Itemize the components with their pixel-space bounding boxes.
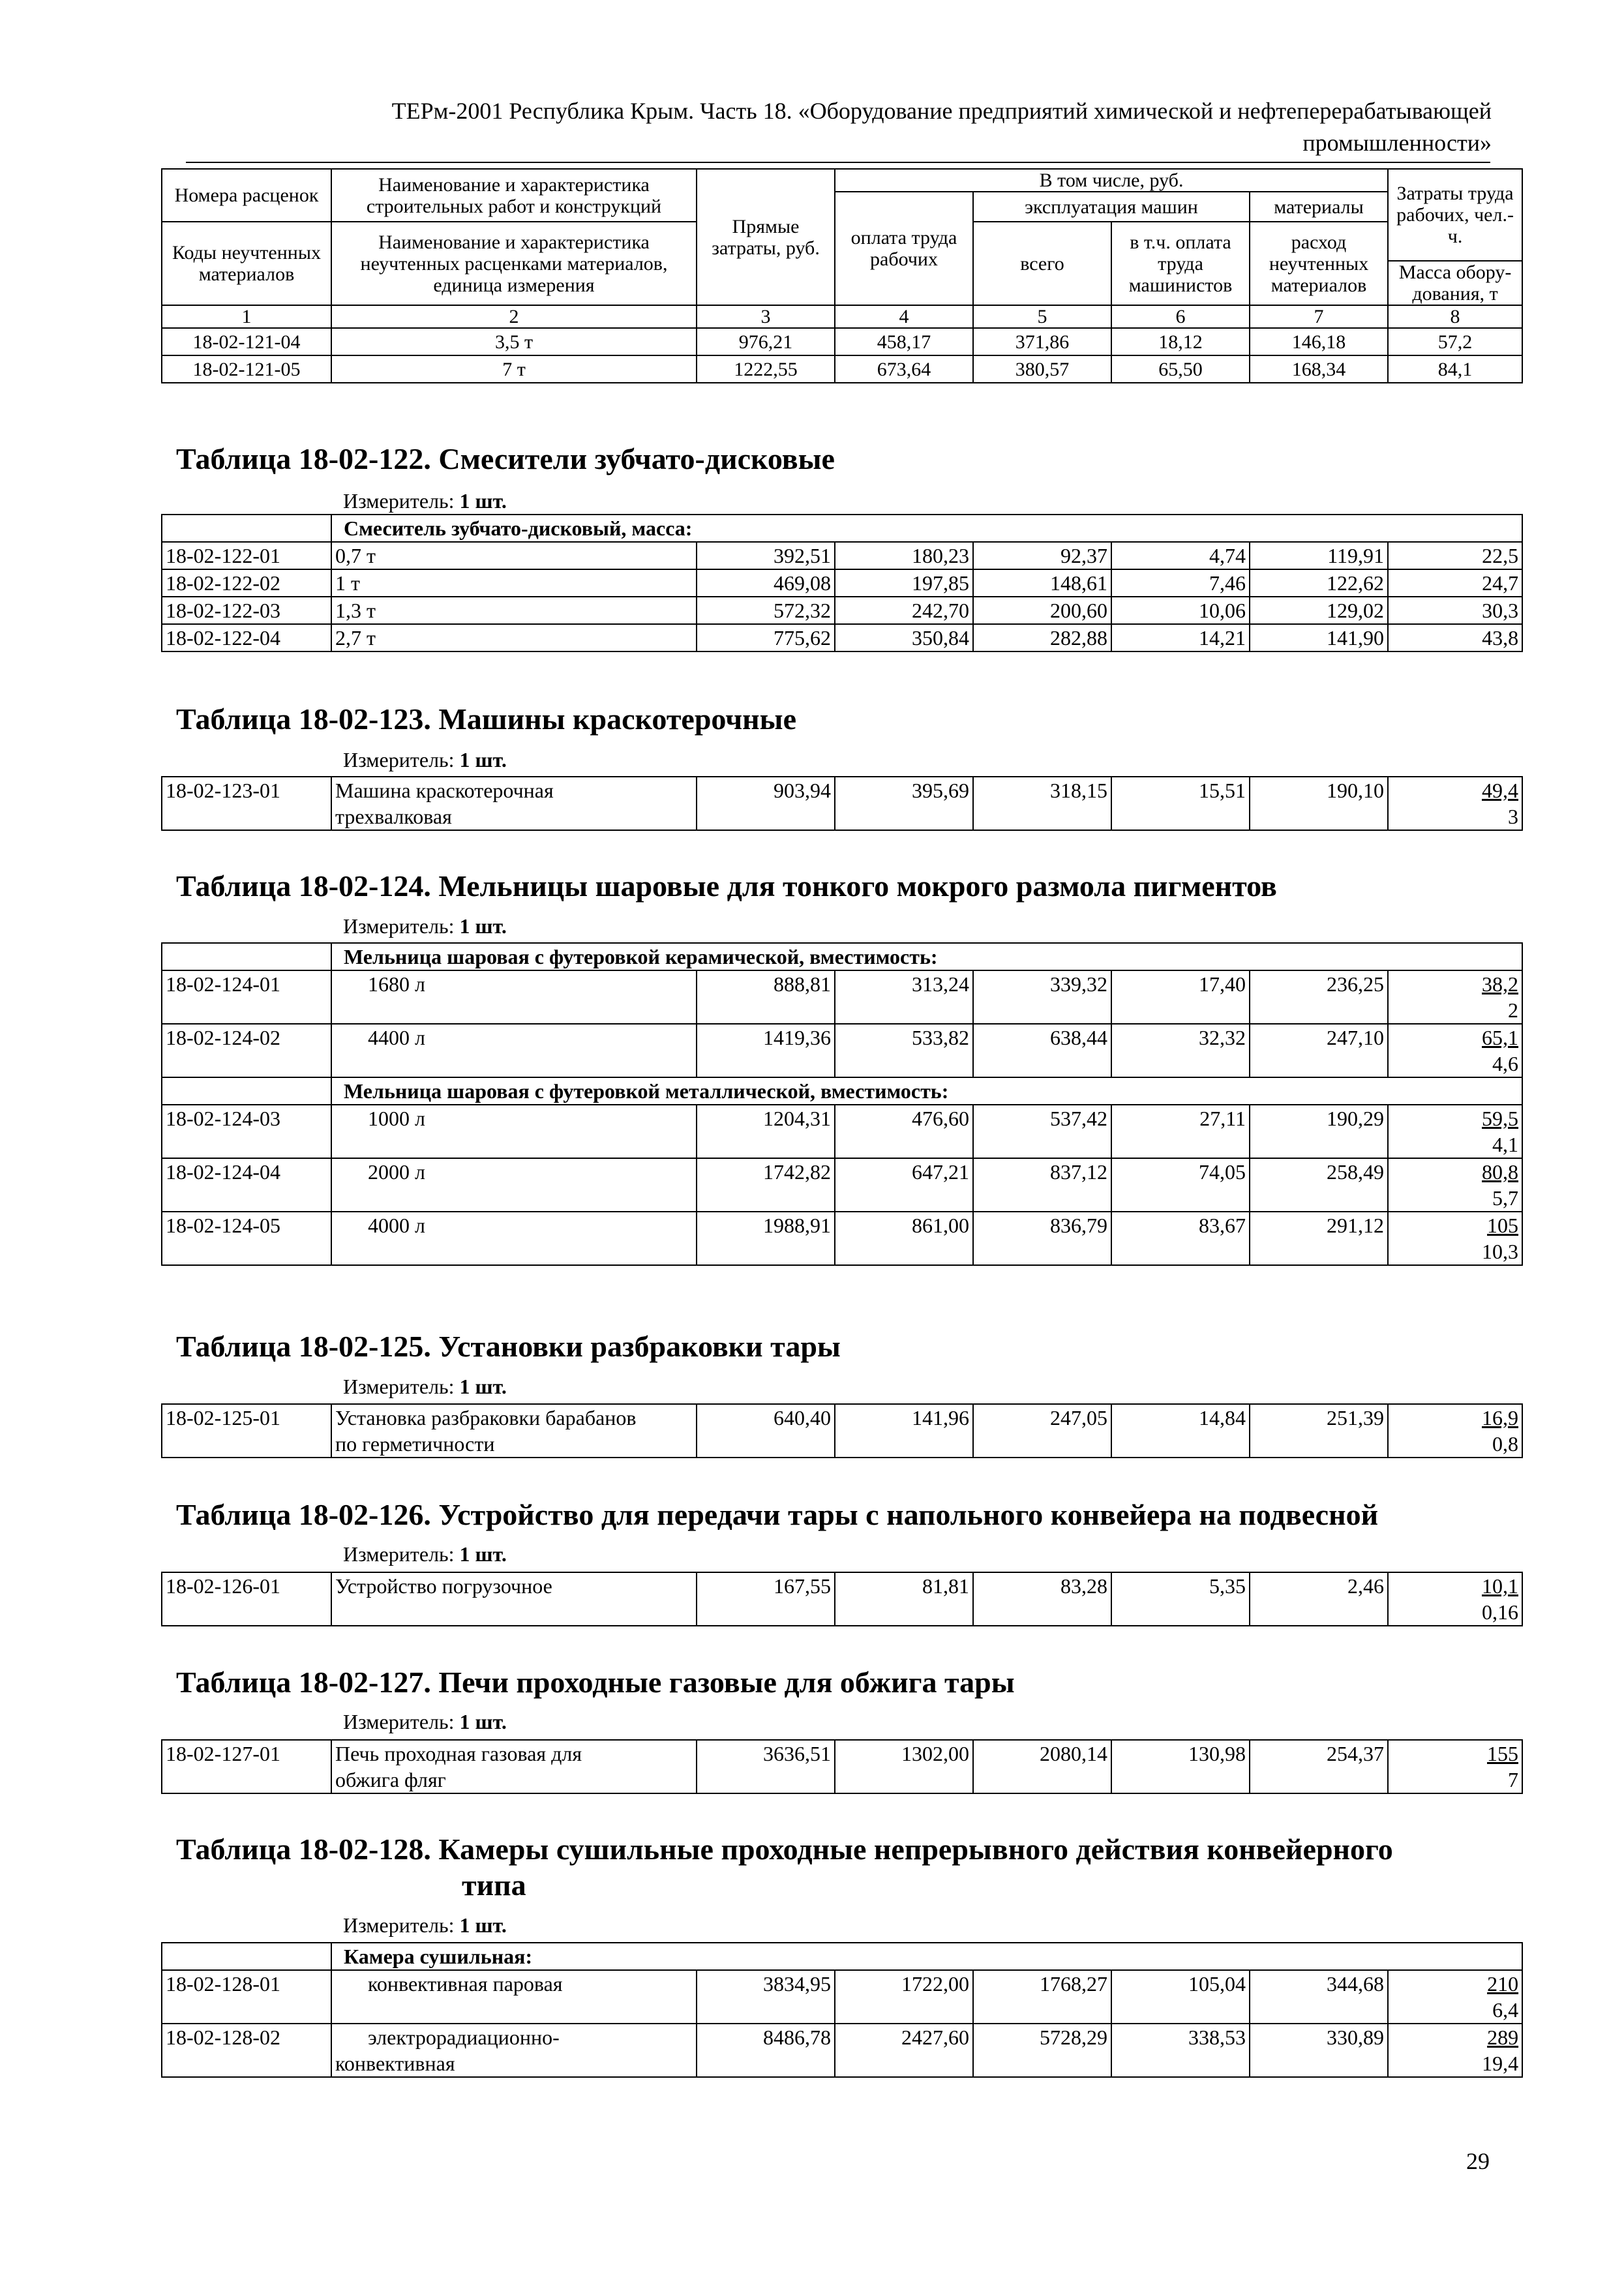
table-row <box>162 542 1522 569</box>
table-row <box>162 1158 1522 1212</box>
machines-total: 638,44 <box>973 1024 1111 1077</box>
table-row <box>162 328 1522 355</box>
table-122 <box>161 514 1523 652</box>
machinists-wages: 18,12 <box>1111 328 1250 355</box>
machines-total: 5728,29 <box>973 2024 1111 2077</box>
table-row <box>162 597 1522 624</box>
measure-unit: 1 шт. <box>459 1375 507 1398</box>
rate-code: 18-02-126-01 <box>162 1572 331 1626</box>
rate-code: 18-02-122-02 <box>162 569 331 597</box>
labor-and-mass: 105 10,3 <box>1388 1212 1522 1265</box>
column-header-table <box>161 168 1523 383</box>
measure-126 <box>343 1541 507 1567</box>
table-127 <box>161 1739 1523 1794</box>
direct-cost: 392,51 <box>697 542 835 569</box>
measure-unit: 1 шт. <box>459 748 507 771</box>
machinists-wages: 14,84 <box>1111 1404 1250 1458</box>
wages: 350,84 <box>835 624 973 651</box>
labor-and-mass: 38,2 2 <box>1388 970 1522 1024</box>
materials-cost: 258,49 <box>1250 1158 1388 1212</box>
wages: 242,70 <box>835 597 973 624</box>
direct-cost: 3834,95 <box>697 1970 835 2024</box>
labor-and-mass: 65,1 4,6 <box>1388 1024 1522 1077</box>
rate-code: 18-02-121-04 <box>162 328 331 355</box>
materials-cost: 236,25 <box>1250 970 1388 1024</box>
materials-cost: 344,68 <box>1250 1970 1388 2024</box>
rate-name: Печь проходная газовая для обжига фляг <box>331 1740 697 1793</box>
measure-122 <box>343 488 507 514</box>
running-header: ТЕРм-2001 Республика Крым. Часть 18. «Оборудование предприятий химической и нефтеперерабатывающей <box>391 98 1492 124</box>
subheading: Смеситель зубчато-дисковый, масса: <box>331 515 1522 542</box>
labor-and-mass: 49,4 3 <box>1388 777 1522 830</box>
materials-cost: 119,91 <box>1250 542 1388 569</box>
direct-cost: 8486,78 <box>697 2024 835 2077</box>
machinists-wages: 17,40 <box>1111 970 1250 1024</box>
wages: 197,85 <box>835 569 973 597</box>
machines-total: 339,32 <box>973 970 1111 1024</box>
wages: 647,21 <box>835 1158 973 1212</box>
machinists-wages: 83,67 <box>1111 1212 1250 1265</box>
col-codes-uncounted-head: Коды неучтенных материалов <box>162 222 331 305</box>
table-128 <box>161 1942 1523 2078</box>
table-row <box>162 1212 1522 1265</box>
machinists-wages: 14,21 <box>1111 624 1250 651</box>
table-title-124: Таблица 18-02-124. Мельницы шаровые для тонкого мокрого размола пигментов <box>176 869 1277 903</box>
direct-cost: 888,81 <box>697 970 835 1024</box>
wages: 476,60 <box>835 1105 973 1158</box>
measure-label: Измеритель: <box>343 1913 460 1937</box>
machinists-wages: 105,04 <box>1111 1970 1250 2024</box>
table-126 <box>161 1572 1523 1626</box>
table-123 <box>161 776 1523 831</box>
table-title-128-cont: типа <box>462 1868 526 1902</box>
table-row <box>162 2024 1522 2077</box>
rate-name: 1680 л <box>331 970 697 1024</box>
wages: 395,69 <box>835 777 973 830</box>
col-total-head: всего <box>973 222 1111 305</box>
wages: 141,96 <box>835 1404 973 1458</box>
col-num: 3 <box>697 305 835 328</box>
measure-127 <box>343 1709 507 1735</box>
machinists-wages: 65,50 <box>1111 355 1250 383</box>
wages: 861,00 <box>835 1212 973 1265</box>
direct-cost: 1419,36 <box>697 1024 835 1077</box>
direct-cost: 903,94 <box>697 777 835 830</box>
materials-cost: 254,37 <box>1250 1740 1388 1793</box>
rate-name: Машина краскотерочная трехвалковая <box>331 777 697 830</box>
measure-128 <box>343 1912 507 1938</box>
labor-hours: 84,1 <box>1388 355 1522 383</box>
col-direct-head: Прямые затраты, руб. <box>697 169 835 305</box>
table-row <box>162 970 1522 1024</box>
wages: 180,23 <box>835 542 973 569</box>
col-num: 5 <box>973 305 1111 328</box>
rate-code: 18-02-123-01 <box>162 777 331 830</box>
labor-and-mass: 59,5 4,1 <box>1388 1105 1522 1158</box>
rate-code: 18-02-122-03 <box>162 597 331 624</box>
machines-total: 83,28 <box>973 1572 1111 1626</box>
machines-total: 318,15 <box>973 777 1111 830</box>
machinists-wages: 7,46 <box>1111 569 1250 597</box>
col-labor-head: Затраты труда рабочих, чел.-ч. <box>1388 169 1522 261</box>
wages: 673,64 <box>835 355 973 383</box>
rate-name: 1000 л <box>331 1105 697 1158</box>
direct-cost: 572,32 <box>697 597 835 624</box>
rate-name: Установка разбраковки барабанов по герметичности <box>331 1404 697 1458</box>
rate-code: 18-02-128-02 <box>162 2024 331 2077</box>
col-machines-head: эксплуатация машин <box>973 192 1250 222</box>
machines-total: 1768,27 <box>973 1970 1111 2024</box>
rate-name: 2,7 т <box>331 624 697 651</box>
measure-123 <box>343 747 507 773</box>
table-row <box>162 1024 1522 1077</box>
wages: 1722,00 <box>835 1970 973 2024</box>
labor-and-mass: 10,1 0,16 <box>1388 1572 1522 1626</box>
rate-name: 7 т <box>331 355 697 383</box>
table-title-122: Таблица 18-02-122. Смесители зубчато-дисковые <box>176 442 835 475</box>
rate-name: 4400 л <box>331 1024 697 1077</box>
direct-cost: 3636,51 <box>697 1740 835 1793</box>
direct-cost: 640,40 <box>697 1404 835 1458</box>
rate-code: 18-02-128-01 <box>162 1970 331 2024</box>
direct-cost: 469,08 <box>697 569 835 597</box>
rate-code: 18-02-125-01 <box>162 1404 331 1458</box>
machines-total: 836,79 <box>973 1212 1111 1265</box>
measure-label: Измеритель: <box>343 748 460 771</box>
measure-125 <box>343 1373 507 1399</box>
machines-total: 837,12 <box>973 1158 1111 1212</box>
measure-unit: 1 шт. <box>459 1710 507 1733</box>
materials-cost: 190,29 <box>1250 1105 1388 1158</box>
rate-code: 18-02-122-01 <box>162 542 331 569</box>
rate-code: 18-02-122-04 <box>162 624 331 651</box>
table-row <box>162 569 1522 597</box>
machines-total: 148,61 <box>973 569 1111 597</box>
wages: 81,81 <box>835 1572 973 1626</box>
measure-unit: 1 шт. <box>459 1913 507 1937</box>
materials-cost: 190,10 <box>1250 777 1388 830</box>
rate-code: 18-02-124-04 <box>162 1158 331 1212</box>
col-code-head: Номера расценок <box>162 169 331 222</box>
table-row <box>162 1105 1522 1158</box>
page-number: 29 <box>1466 2148 1490 2174</box>
labor-hours: 24,7 <box>1388 569 1522 597</box>
rate-name: конвективная паровая <box>331 1970 697 2024</box>
machines-total: 371,86 <box>973 328 1111 355</box>
col-incl-head: В том числе, руб. <box>835 169 1388 192</box>
measure-label: Измеритель: <box>343 1542 460 1566</box>
rate-name: электрорадиационно- конвективная <box>331 2024 697 2077</box>
labor-and-mass: 289 19,4 <box>1388 2024 1522 2077</box>
rate-code: 18-02-124-05 <box>162 1212 331 1265</box>
rate-code: 18-02-124-01 <box>162 970 331 1024</box>
col-num: 4 <box>835 305 973 328</box>
labor-hours: 30,3 <box>1388 597 1522 624</box>
labor-and-mass: 155 7 <box>1388 1740 1522 1793</box>
wages: 458,17 <box>835 328 973 355</box>
running-header-cont: промышленности» <box>1302 130 1492 156</box>
machinists-wages: 4,74 <box>1111 542 1250 569</box>
measure-unit: 1 шт. <box>459 489 507 513</box>
machinists-wages: 5,35 <box>1111 1572 1250 1626</box>
table-125 <box>161 1403 1523 1458</box>
table-title-127: Таблица 18-02-127. Печи проходные газовые для обжига тары <box>176 1666 1015 1699</box>
rate-code: 18-02-124-03 <box>162 1105 331 1158</box>
col-uncounted-materials-head: расход неучтенных материалов <box>1250 222 1388 305</box>
direct-cost: 1204,31 <box>697 1105 835 1158</box>
rate-code: 18-02-124-02 <box>162 1024 331 1077</box>
machinists-wages: 130,98 <box>1111 1740 1250 1793</box>
materials-cost: 141,90 <box>1250 624 1388 651</box>
machinists-wages: 27,11 <box>1111 1105 1250 1158</box>
wages: 1302,00 <box>835 1740 973 1793</box>
table-row <box>162 624 1522 651</box>
wages: 2427,60 <box>835 2024 973 2077</box>
labor-hours: 57,2 <box>1388 328 1522 355</box>
machines-total: 2080,14 <box>973 1740 1111 1793</box>
direct-cost: 775,62 <box>697 624 835 651</box>
subheading: Мельница шаровая с футеровкой металлической, вместимость: <box>331 1077 1522 1105</box>
col-machinists-head: в т.ч. оплата труда машинистов <box>1111 222 1250 305</box>
table-row <box>162 1740 1522 1793</box>
table-title-125: Таблица 18-02-125. Установки разбраковки тары <box>176 1330 841 1363</box>
materials-cost: 129,02 <box>1250 597 1388 624</box>
table-title-128: Таблица 18-02-128. Камеры сушильные проходные непрерывного действия конвейерного <box>176 1833 1393 1866</box>
measure-label: Измеритель: <box>343 914 460 938</box>
table-row <box>162 1970 1522 2024</box>
rate-name: Устройство погрузочное <box>331 1572 697 1626</box>
col-names-uncounted-head: Наименование и характеристика неучтенных расценками материалов, единица измерения <box>331 222 697 305</box>
wages: 533,82 <box>835 1024 973 1077</box>
labor-hours: 22,5 <box>1388 542 1522 569</box>
labor-and-mass: 210 6,4 <box>1388 1970 1522 2024</box>
labor-hours: 43,8 <box>1388 624 1522 651</box>
labor-and-mass: 16,9 0,8 <box>1388 1404 1522 1458</box>
measure-label: Измеритель: <box>343 1710 460 1733</box>
measure-label: Измеритель: <box>343 1375 460 1398</box>
col-num: 7 <box>1250 305 1388 328</box>
direct-cost: 1222,55 <box>697 355 835 383</box>
col-num: 1 <box>162 305 331 328</box>
rate-code: 18-02-127-01 <box>162 1740 331 1793</box>
materials-cost: 247,10 <box>1250 1024 1388 1077</box>
materials-cost: 291,12 <box>1250 1212 1388 1265</box>
rate-name: 1 т <box>331 569 697 597</box>
col-materials-head: материалы <box>1250 192 1388 222</box>
machines-total: 282,88 <box>973 624 1111 651</box>
table-title-123: Таблица 18-02-123. Машины краскотерочные <box>176 702 796 736</box>
machinists-wages: 74,05 <box>1111 1158 1250 1212</box>
subheading: Камера сушильная: <box>331 1943 1522 1970</box>
machines-total: 380,57 <box>973 355 1111 383</box>
col-mass-head: Масса обору-дования, т <box>1388 261 1522 305</box>
machines-total: 247,05 <box>973 1404 1111 1458</box>
rate-name: 3,5 т <box>331 328 697 355</box>
materials-cost: 146,18 <box>1250 328 1388 355</box>
col-wages-head: оплата труда рабочих <box>835 192 973 305</box>
machines-total: 92,37 <box>973 542 1111 569</box>
rate-name: 1,3 т <box>331 597 697 624</box>
direct-cost: 1742,82 <box>697 1158 835 1212</box>
table-row <box>162 777 1522 830</box>
header-rule <box>186 162 1490 163</box>
materials-cost: 122,62 <box>1250 569 1388 597</box>
materials-cost: 168,34 <box>1250 355 1388 383</box>
materials-cost: 330,89 <box>1250 2024 1388 2077</box>
table-row <box>162 1404 1522 1458</box>
machinists-wages: 32,32 <box>1111 1024 1250 1077</box>
machinists-wages: 15,51 <box>1111 777 1250 830</box>
direct-cost: 167,55 <box>697 1572 835 1626</box>
rate-name: 2000 л <box>331 1158 697 1212</box>
direct-cost: 1988,91 <box>697 1212 835 1265</box>
table-title-126: Таблица 18-02-126. Устройство для передачи тары с напольного конвейера на подвесной <box>176 1498 1379 1531</box>
table-row <box>162 1572 1522 1626</box>
col-num: 2 <box>331 305 697 328</box>
machines-total: 537,42 <box>973 1105 1111 1158</box>
measure-124 <box>343 913 507 939</box>
rate-code: 18-02-121-05 <box>162 355 331 383</box>
labor-and-mass: 80,8 5,7 <box>1388 1158 1522 1212</box>
rate-name: 0,7 т <box>331 542 697 569</box>
subheading: Мельница шаровая с футеровкой керамической, вместимость: <box>331 943 1522 970</box>
materials-cost: 2,46 <box>1250 1572 1388 1626</box>
table-row <box>162 355 1522 383</box>
materials-cost: 251,39 <box>1250 1404 1388 1458</box>
col-num: 6 <box>1111 305 1250 328</box>
table-124 <box>161 942 1523 1266</box>
machinists-wages: 10,06 <box>1111 597 1250 624</box>
direct-cost: 976,21 <box>697 328 835 355</box>
col-name-head: Наименование и характеристика строительных работ и конструкций <box>331 169 697 222</box>
measure-unit: 1 шт. <box>459 914 507 938</box>
machinists-wages: 338,53 <box>1111 2024 1250 2077</box>
col-num: 8 <box>1388 305 1522 328</box>
measure-unit: 1 шт. <box>459 1542 507 1566</box>
rate-name: 4000 л <box>331 1212 697 1265</box>
measure-label: Измеритель: <box>343 489 460 513</box>
wages: 313,24 <box>835 970 973 1024</box>
machines-total: 200,60 <box>973 597 1111 624</box>
